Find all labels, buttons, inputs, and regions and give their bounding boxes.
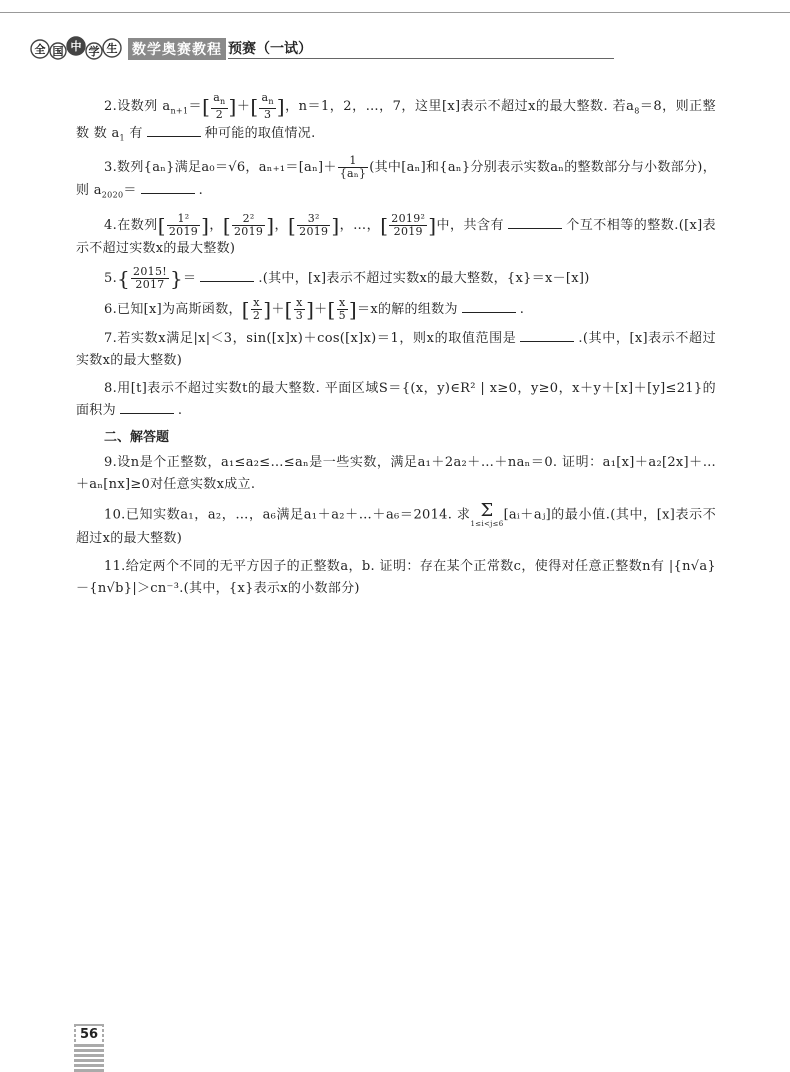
problem-text: .(其中，[x]表示不超过实数x的最大整数) bbox=[76, 330, 716, 368]
problem-number: 9. bbox=[104, 454, 118, 470]
answer-blank[interactable] bbox=[120, 401, 174, 414]
problem-text: 用[t]表示不超过实数t的最大整数. 平面区域S＝{(x，y)∈R² | x≥0，y≥0，x＋y＋[x]＋[y]≤21}的面积为 bbox=[76, 380, 716, 418]
problem-text: 若实数x满足|x|＜3，sin([x]x)＋cos([x]x)＝1，则x的取值范围是 bbox=[117, 330, 517, 346]
fraction: $\frac{\text{2019²}}{2019}$ bbox=[391, 211, 426, 238]
problem-text: 已知实数a₁，a₂，…，a₆满足a₁＋a₂＋…＋a₆＝2014. 求 bbox=[125, 507, 471, 523]
section-heading: 二、解答题 bbox=[104, 429, 170, 445]
problem-number: 11. bbox=[104, 558, 126, 574]
problem-text: . bbox=[177, 402, 183, 418]
problem-6: 6.已知[x]为高斯函数，[ $\frac{x}{2}$ ]＋[ $\frac{x}{3}$ ]＋[ $\frac{x}{5}$ ]＝x的解的组数为 . bbox=[104, 295, 525, 322]
problem-text: ＝ bbox=[183, 270, 197, 286]
logo-char-4: 学 bbox=[88, 45, 100, 58]
fraction: $\frac{x}{3}$ bbox=[295, 295, 304, 322]
problem-text: ，则正整数 bbox=[76, 99, 716, 141]
logo-char-2: 国 bbox=[52, 45, 64, 58]
logo-char-3: 中 bbox=[70, 40, 82, 53]
sub-title: 预赛（一试） bbox=[228, 41, 312, 57]
problem-text: 数列{aₙ}满足a₀＝√6，aₙ₊₁＝[aₙ]＋ bbox=[117, 160, 337, 176]
problem-text: ＝ bbox=[123, 183, 137, 199]
problem-list bbox=[76, 92, 716, 606]
header-underline bbox=[228, 58, 614, 59]
answer-blank[interactable] bbox=[462, 300, 516, 313]
problem-text: .(其中，[x]表示不超过实数x的最大整数，{x}＝x－[x]) bbox=[258, 270, 590, 286]
problem-number: 3. bbox=[104, 160, 118, 176]
fraction: $\frac{a_n}{3}$ bbox=[261, 91, 274, 122]
problem-number: 7. bbox=[104, 330, 118, 346]
problem-text: 中，共含有 bbox=[436, 217, 505, 233]
problem-text: 有 bbox=[129, 125, 143, 141]
page-header bbox=[30, 30, 770, 66]
problem-text: ＝x的解的组数为 bbox=[357, 301, 458, 317]
problem-11 bbox=[76, 556, 716, 600]
problem-text: . bbox=[198, 183, 204, 199]
answer-blank[interactable] bbox=[520, 329, 574, 342]
problem-text: . bbox=[519, 301, 525, 317]
logo-char-1: 全 bbox=[34, 43, 46, 56]
problem-5: 5.{ $\frac{2015!}{2017}$ }＝ .(其中，[x]表示不超过实数x的最大整数，{x}＝x－[x]) bbox=[104, 264, 590, 291]
problem-4: 4.在数列[ $\frac{\text{1²}}{2019}$ ]，[ $\frac{\text{2²}}{2019}$ ]，[ $\frac{\text{3²}}{2019}$ ]，…，[ $\frac{\text{2019²}}{2019}$ ]中，共含有 个互不相等的整数.([x]表示不超过实数x的最大整数) bbox=[76, 211, 716, 256]
problem-text: 在数列 bbox=[117, 217, 158, 233]
problem-7 bbox=[76, 328, 716, 372]
fraction: $\frac{x}{5}$ bbox=[338, 295, 346, 322]
problem-3: 3.数列{aₙ}满足a₀＝√6，aₙ₊₁＝[aₙ]＋ $\frac{1}{\text{\{aₙ\}}}$ (其中[aₙ]和{aₙ}分别表示实数aₙ的整数部分与小数部分)，则 $a_{2020}=$ . bbox=[76, 154, 716, 200]
problem-8 bbox=[76, 378, 716, 422]
problem-9 bbox=[76, 452, 716, 496]
problem-number: 8. bbox=[104, 380, 118, 396]
problem-10 bbox=[76, 499, 716, 550]
problem-number: 4. bbox=[104, 217, 118, 233]
problem-2: 2.设数列 $a_{n+1}=$[ $\frac{a_n}{2}$ ]＋[ $\frac{a_n}{3}$ ]，n＝1，2，…，7，这里[x]表示不超过x的最大整数. 若$a_8=8$，则正整数 数 $a_1$ 有 种可能的取值情况. bbox=[76, 91, 716, 143]
summation: Σ 1≤i<j≤6 bbox=[470, 499, 504, 528]
fraction: $\frac{1}{\text{\{aₙ\}}}$ bbox=[339, 154, 367, 181]
top-rule bbox=[0, 12, 790, 13]
problem-text: (其中[aₙ]和{aₙ}分别表示实数aₙ的整数部分与小数部分)，则 bbox=[76, 160, 716, 199]
problem-text: 已知[x]为高斯函数， bbox=[117, 301, 242, 317]
problem-text: 种可能的取值情况. bbox=[204, 125, 316, 141]
fraction: $\frac{a_n}{2}$ bbox=[213, 91, 226, 122]
fraction: $\frac{\text{1²}}{2019}$ bbox=[168, 211, 199, 238]
answer-blank[interactable] bbox=[147, 124, 201, 137]
problem-number: 2. bbox=[104, 99, 118, 115]
logo-char-5: 生 bbox=[106, 42, 118, 55]
problem-number: 6. bbox=[104, 301, 118, 317]
fraction: $\frac{2015!}{2017}$ bbox=[133, 264, 167, 291]
answer-blank[interactable] bbox=[508, 216, 562, 229]
answer-blank[interactable] bbox=[200, 269, 254, 282]
fraction: $\frac{\text{3²}}{2019}$ bbox=[299, 211, 329, 238]
problem-text: ，n＝1，2，…，7，这里[x]表示不超过x的最大整数. 若 bbox=[284, 99, 627, 115]
problem-number: 10. bbox=[104, 507, 126, 523]
problem-text: 设数列 bbox=[117, 99, 158, 115]
logo bbox=[30, 34, 122, 64]
problem-text: 给定两个不同的无平方因子的正整数a，b. 证明：存在某个正常数c，使得对任意正整数n有 |{n√a}－{n√b}|＞cn⁻³.(其中，{x}表示x的小数部分) bbox=[76, 558, 716, 596]
page-number: 56 bbox=[76, 1026, 102, 1044]
fraction: $\frac{x}{2}$ bbox=[252, 295, 261, 322]
problem-text: [aᵢ＋aⱼ]的最小值.(其中，[x]表示不超过x的最大整数) bbox=[76, 507, 716, 546]
problem-text: 设n是个正整数，a₁≤a₂≤…≤aₙ是一些实数，满足a₁＋2a₂＋…＋naₙ＝0. 证明：a₁[x]＋a₂[2x]＋…＋aₙ[nx]≥0对任意实数x成立. bbox=[76, 454, 716, 492]
problem-text: 个互不相等的整数.([x]表示不超过实数x的最大整数) bbox=[76, 217, 716, 256]
problem-number: 5. bbox=[104, 270, 118, 286]
fraction: $\frac{\text{2²}}{2019}$ bbox=[234, 211, 264, 238]
series-title: 数学奥赛教程 bbox=[128, 38, 226, 60]
answer-blank[interactable] bbox=[141, 181, 195, 194]
